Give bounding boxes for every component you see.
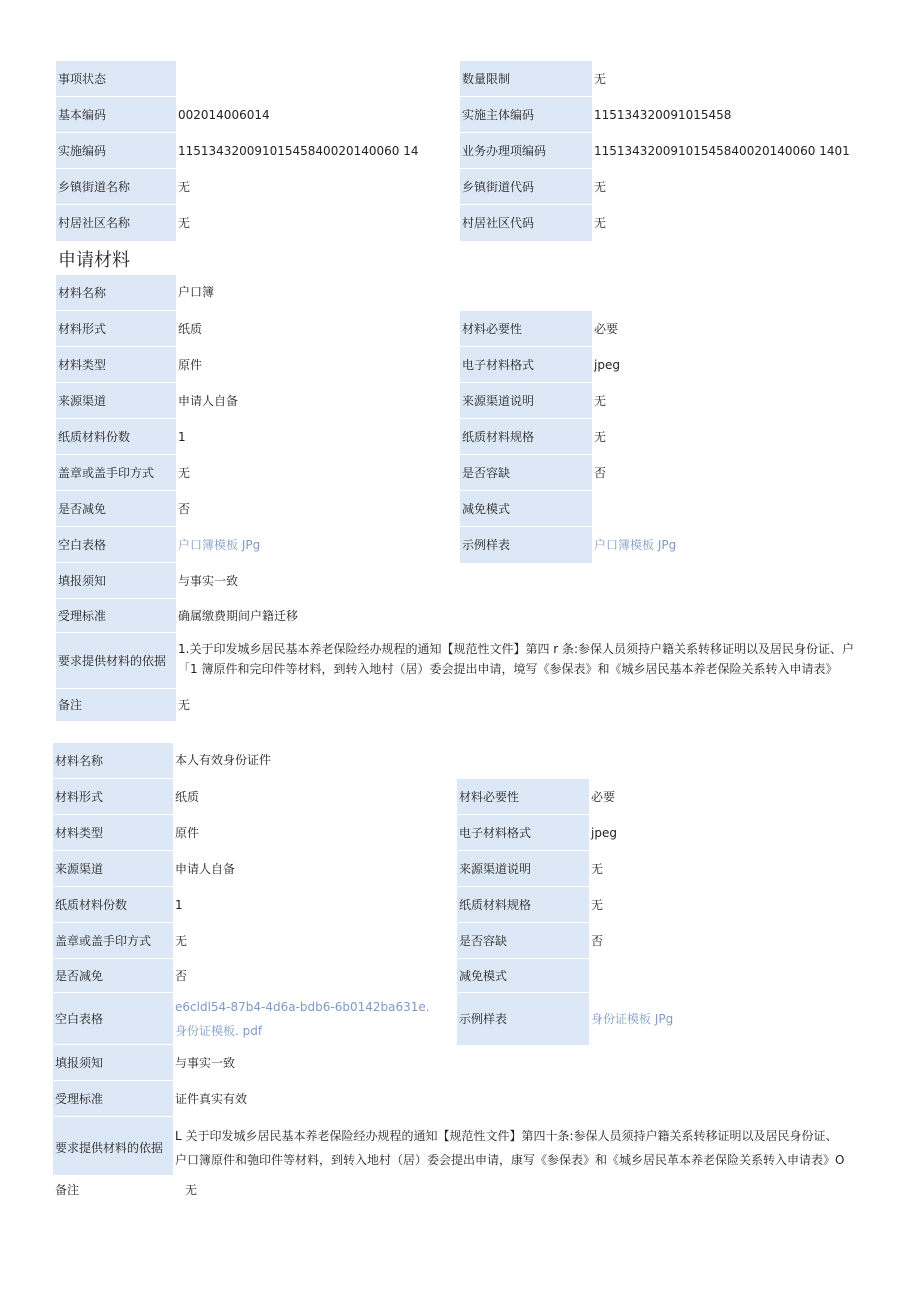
exempt-label: 是否减免 <box>56 491 176 527</box>
electronic-format-label: 电子材料格式 <box>460 347 592 383</box>
table-row <box>53 851 873 887</box>
material-type-label: 材料类型 <box>56 347 176 383</box>
source-desc-label: 来源渠道说明 <box>460 383 592 419</box>
material-table-2 <box>53 742 873 1205</box>
material-necessity-value: 必要 <box>589 779 873 815</box>
town-code-value: 无 <box>592 169 856 205</box>
paper-spec-value: 无 <box>589 887 873 923</box>
table-row <box>56 491 866 527</box>
table-row <box>56 311 866 347</box>
basis-text-line-1: L 关于印发城乡居民基本养老保险经办规程的通知【规范性文件】第四十条:参保人员须持户籍关系转移证明以及居民身份证、 <box>175 1128 838 1143</box>
remark-label: 备注 <box>56 689 176 721</box>
basic-code-value: 002014006014 <box>176 97 460 133</box>
material-form-label: 材料形式 <box>53 779 173 815</box>
material-necessity-label: 材料必要性 <box>460 311 592 347</box>
impl-code-value: 11513432009101545840020140060 14 <box>176 133 460 169</box>
table-row <box>53 815 873 851</box>
business-code-label: 业务办理项编码 <box>460 133 592 169</box>
electronic-format-label: 电子材料格式 <box>457 815 589 851</box>
subject-code-label: 实施主体编码 <box>460 97 592 133</box>
table-row <box>56 455 866 491</box>
blank-form-label: 空白表格 <box>53 993 173 1045</box>
basis-text-line-2: 户口簿原件和匏印件等材料，到转入地村（居）委会提出申请，康写《参保表》和《城乡居民革本养老保险关系转入申请表》O <box>175 1152 845 1167</box>
seal-method-label: 盖章或盖手印方式 <box>56 455 176 491</box>
tolerance-value: 否 <box>592 455 866 491</box>
exempt-mode-label: 减免模式 <box>460 491 592 527</box>
community-code-label: 村居社区代码 <box>460 205 592 241</box>
sample-form-link[interactable]: 户口簿模板 JPg <box>592 527 866 563</box>
table-row <box>56 563 866 599</box>
quantity-limit-value: 无 <box>592 61 856 97</box>
table-row <box>56 599 866 633</box>
source-label: 来源渠道 <box>53 851 173 887</box>
material-name-label: 材料名称 <box>56 275 176 311</box>
table-row <box>53 993 873 1045</box>
paper-copies-label: 纸质材料份数 <box>53 887 173 923</box>
table-row <box>56 61 856 97</box>
exempt-value: 否 <box>176 491 460 527</box>
paper-spec-label: 纸质材料规格 <box>460 419 592 455</box>
material-type-value: 原件 <box>173 815 457 851</box>
material-necessity-label: 材料必要性 <box>457 779 589 815</box>
subject-code-value: 115134320091015458 <box>592 97 856 133</box>
town-name-label: 乡镇街道名称 <box>56 169 176 205</box>
sample-form-link[interactable]: 身份证模板 JPg <box>589 993 873 1045</box>
exempt-mode-label: 减免模式 <box>457 959 589 993</box>
source-value: 申请人自备 <box>176 383 460 419</box>
table-row <box>56 419 866 455</box>
material-name-label: 材料名称 <box>53 743 173 779</box>
remark-value: 无 <box>173 1175 873 1205</box>
exempt-mode-value <box>589 959 873 993</box>
town-name-value: 无 <box>176 169 460 205</box>
basis-label: 要求提供材料的依据 <box>56 633 176 689</box>
table-row <box>53 959 873 993</box>
material-table-1 <box>56 274 866 721</box>
electronic-format-value: jpeg <box>592 347 866 383</box>
seal-method-value: 无 <box>173 923 457 959</box>
blank-form-filename[interactable]: e6cldl54-87b4-4d6a-bdb6-6b0142ba631e. <box>175 999 430 1014</box>
material-name-value: 户口簿 <box>176 275 866 311</box>
table-row <box>56 97 856 133</box>
exempt-mode-value <box>592 491 866 527</box>
acceptance-standard-value: 证件真实有效 <box>173 1081 873 1117</box>
blank-form-label: 空白表格 <box>56 527 176 563</box>
table-row <box>53 743 873 779</box>
blank-form-link[interactable] <box>173 993 457 1045</box>
fill-notice-value: 与事实一致 <box>176 563 866 599</box>
basis-value <box>173 1117 873 1175</box>
material-type-label: 材料类型 <box>53 815 173 851</box>
sample-form-label: 示例样表 <box>457 993 589 1045</box>
table-row <box>56 169 856 205</box>
source-value: 申请人自备 <box>173 851 457 887</box>
basis-value <box>176 633 866 689</box>
table-row <box>53 1045 873 1081</box>
fill-notice-label: 填报须知 <box>56 563 176 599</box>
town-code-label: 乡镇街道代码 <box>460 169 592 205</box>
community-name-label: 村居社区名称 <box>56 205 176 241</box>
item-status-label: 事项状态 <box>56 61 176 97</box>
remark-label: 备注 <box>55 1182 80 1197</box>
seal-method-label: 盖章或盖手印方式 <box>53 923 173 959</box>
acceptance-standard-value: 确属缴费期间户籍迁移 <box>176 599 866 633</box>
fill-notice-label: 填报须知 <box>53 1045 173 1081</box>
table-row <box>56 347 866 383</box>
sample-form-label: 示例样表 <box>460 527 592 563</box>
table-row <box>53 1117 873 1175</box>
basis-text: 1.关于印发城乡居民基本养老保险经办规程的通知【规范性文件】第四 r 条:参保人员须持户籍关系转移证明以及居民身份证、户「1 簿原件和完印件等材料，到转入地村（居）委会提出申请，境写《参保表》和《城乡居民基本养老保险关系转入申请表》 <box>178 641 855 676</box>
quantity-limit-label: 数量限制 <box>460 61 592 97</box>
table-row <box>53 923 873 959</box>
paper-spec-label: 纸质材料规格 <box>457 887 589 923</box>
source-desc-value: 无 <box>592 383 866 419</box>
blank-form-filename-2[interactable]: 身份证模板. pdf <box>175 1023 263 1038</box>
table-row <box>56 383 866 419</box>
business-code-value: 11513432009101545840020140060 1401 <box>592 133 856 169</box>
community-code-value: 无 <box>592 205 856 241</box>
material-form-label: 材料形式 <box>56 311 176 347</box>
table-row <box>56 275 866 311</box>
item-status-value <box>176 61 460 97</box>
section-title: 申请材料 <box>58 250 130 271</box>
table-row <box>56 527 866 563</box>
fill-notice-value: 与事实一致 <box>173 1045 873 1081</box>
paper-copies-label: 纸质材料份数 <box>56 419 176 455</box>
table-row <box>53 779 873 815</box>
tolerance-label: 是否容缺 <box>457 923 589 959</box>
table-row <box>56 205 856 241</box>
table-row <box>53 887 873 923</box>
material-necessity-value: 必要 <box>592 311 866 347</box>
acceptance-standard-label: 受理标准 <box>56 599 176 633</box>
impl-code-label: 实施编码 <box>56 133 176 169</box>
remark-value: 无 <box>176 689 866 721</box>
table-row <box>53 1175 873 1205</box>
material-form-value: 纸质 <box>173 779 457 815</box>
basis-label: 要求提供材料的依据 <box>53 1117 173 1175</box>
tolerance-label: 是否容缺 <box>460 455 592 491</box>
table-row <box>56 689 866 721</box>
paper-copies-value: 1 <box>176 419 460 455</box>
exempt-label: 是否减免 <box>53 959 173 993</box>
table-row <box>56 633 866 689</box>
basic-code-label: 基本编码 <box>56 97 176 133</box>
electronic-format-value: jpeg <box>589 815 873 851</box>
source-desc-label: 来源渠道说明 <box>457 851 589 887</box>
table-row <box>53 1081 873 1117</box>
paper-spec-value: 无 <box>592 419 866 455</box>
basic-info-table <box>56 60 856 241</box>
paper-copies-value: 1 <box>173 887 457 923</box>
material-form-value: 纸质 <box>176 311 460 347</box>
source-desc-value: 无 <box>589 851 873 887</box>
source-label: 来源渠道 <box>56 383 176 419</box>
community-name-value: 无 <box>176 205 460 241</box>
material-name-value: 本人有效身份证件 <box>173 743 873 779</box>
exempt-value: 否 <box>173 959 457 993</box>
seal-method-value: 无 <box>176 455 460 491</box>
acceptance-standard-label: 受理标准 <box>53 1081 173 1117</box>
blank-form-link[interactable]: 户口簿模板 JPg <box>176 527 460 563</box>
tolerance-value: 否 <box>589 923 873 959</box>
table-row <box>56 133 856 169</box>
material-type-value: 原件 <box>176 347 460 383</box>
